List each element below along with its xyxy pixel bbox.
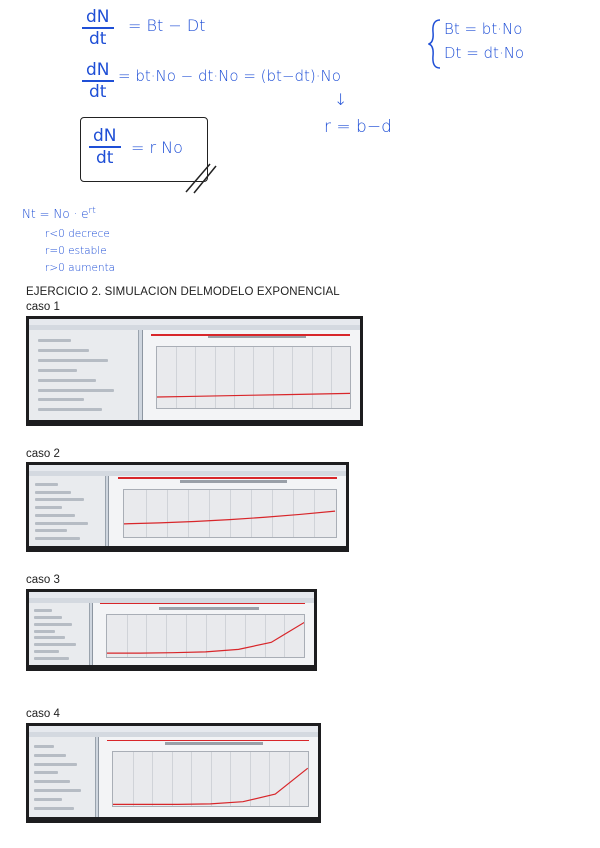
eq2-denominator: dt	[89, 82, 107, 102]
parameter-control	[35, 529, 67, 532]
parameter-control	[34, 657, 69, 660]
condition-increase: r>0 aumenta	[45, 262, 116, 274]
case-4-label: caso 4	[26, 708, 60, 720]
parameter-control	[34, 745, 54, 748]
side-eq-deaths: Dt = dt·No	[444, 44, 525, 62]
boxed-rhs: = r No	[131, 138, 183, 157]
parameter-control	[38, 339, 71, 342]
parameter-control	[35, 491, 71, 494]
header-red-line	[100, 603, 305, 605]
plot-title-bar	[180, 480, 287, 483]
parameter-control	[38, 389, 114, 392]
eq2-numerator: dN	[82, 60, 114, 82]
case-4-screenshot	[26, 723, 321, 823]
parameter-control	[35, 506, 62, 509]
plot-area	[112, 751, 309, 807]
section-heading: EJERCICIO 2. SIMULACION DELMODELO EXPONENCIAL	[26, 286, 340, 298]
parameter-control	[34, 780, 69, 783]
parameter-panel	[29, 737, 96, 817]
parameter-control	[35, 537, 80, 540]
plot-window	[142, 330, 360, 420]
case-2-screenshot	[26, 462, 349, 552]
boxed-denominator: dt	[96, 148, 114, 168]
parameter-control	[34, 650, 59, 653]
parameter-panel	[29, 603, 90, 665]
parameter-control	[38, 349, 89, 352]
parameter-control	[34, 763, 77, 766]
population-curve	[113, 769, 308, 805]
boxed-fraction	[89, 126, 121, 168]
parameter-control	[35, 483, 58, 486]
nt-base: Nt = No · e	[22, 207, 89, 221]
population-curve-plot	[157, 347, 351, 408]
double-check-mark	[180, 160, 220, 195]
r-definition: r = b−d	[324, 117, 392, 137]
parameter-control	[35, 498, 84, 501]
parameter-control	[38, 369, 77, 372]
parameter-control	[34, 798, 62, 801]
case-1-label: caso 1	[26, 301, 60, 313]
plot-window	[92, 603, 314, 665]
header-red-line	[118, 477, 337, 479]
parameter-control	[34, 616, 62, 619]
parameter-control	[35, 522, 88, 525]
parameter-control	[34, 630, 56, 633]
population-curve	[107, 623, 304, 654]
parameter-control	[38, 379, 96, 382]
monitor-screen	[29, 465, 346, 546]
parameter-control	[38, 359, 108, 362]
case-2-label: caso 2	[26, 448, 60, 460]
side-eq-births: Bt = bt·No	[444, 20, 523, 38]
parameter-control	[34, 754, 65, 757]
brace-icon	[428, 18, 442, 70]
nt-exponent: rt	[88, 206, 96, 216]
population-curve	[124, 511, 335, 524]
plot-area	[156, 346, 352, 409]
header-red-line	[107, 740, 309, 742]
header-red-line	[151, 334, 350, 336]
parameter-control	[34, 609, 52, 612]
case-3-screenshot	[26, 589, 317, 671]
eq2-fraction	[82, 60, 114, 102]
plot-window	[108, 476, 346, 546]
eq1-rhs: = Bt − Dt	[128, 16, 206, 35]
parameter-control	[34, 789, 81, 792]
eq1-fraction	[82, 7, 114, 49]
parameter-panel	[29, 476, 106, 546]
population-curve-plot	[107, 615, 304, 656]
parameter-control	[34, 623, 72, 626]
plot-title-bar	[159, 607, 259, 610]
case-1-screenshot	[26, 316, 363, 426]
parameter-control	[38, 408, 102, 411]
monitor-screen	[29, 726, 318, 817]
plot-window	[98, 737, 318, 817]
eq2-rhs: = bt·No − dt·No = (bt−dt)·No	[118, 67, 341, 85]
parameter-control	[38, 398, 84, 401]
condition-stable: r=0 estable	[45, 245, 107, 257]
parameter-control	[34, 771, 58, 774]
condition-decrease: r<0 decrece	[45, 228, 110, 240]
plot-title-bar	[208, 335, 306, 338]
monitor-screen	[29, 592, 314, 665]
plot-title-bar	[165, 742, 263, 745]
parameter-control	[34, 636, 66, 639]
eq1-numerator: dN	[82, 7, 114, 29]
parameter-control	[34, 807, 73, 810]
eq1-denominator: dt	[89, 29, 107, 49]
population-curve-plot	[113, 752, 308, 806]
boxed-numerator: dN	[89, 126, 121, 148]
monitor-screen	[29, 319, 360, 420]
parameter-control	[35, 514, 75, 517]
population-curve	[157, 394, 351, 398]
down-arrow-icon: ↓	[334, 90, 348, 109]
nt-equation	[22, 206, 96, 221]
parameter-panel	[29, 330, 139, 420]
parameter-control	[34, 643, 76, 646]
plot-area	[106, 614, 305, 657]
plot-area	[123, 489, 336, 538]
population-curve-plot	[124, 490, 335, 537]
case-3-label: caso 3	[26, 574, 60, 586]
